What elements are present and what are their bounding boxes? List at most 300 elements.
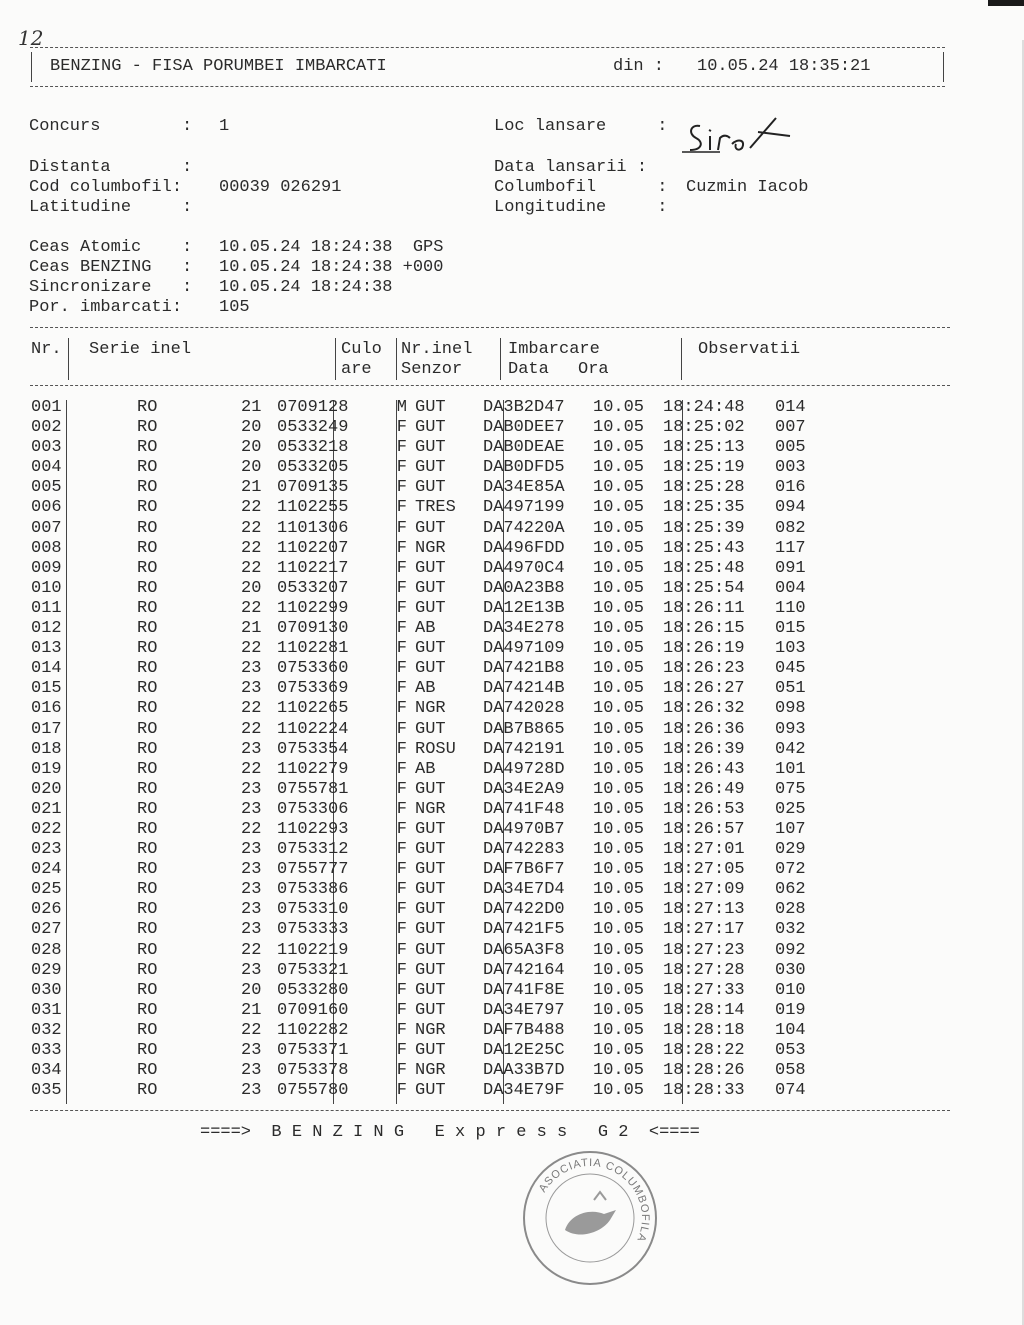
cell-obs: 014 bbox=[775, 398, 806, 417]
cell-sensor: DA741F48 bbox=[483, 799, 565, 819]
cell-color: NGR bbox=[415, 699, 446, 719]
cell-country: RO bbox=[137, 1041, 158, 1060]
cell-date: 10.05 bbox=[593, 960, 645, 980]
cell-obs: 091 bbox=[775, 558, 806, 578]
cell-year: 20 bbox=[241, 438, 262, 458]
cell-country: RO bbox=[137, 639, 158, 659]
cell-obs: 051 bbox=[775, 679, 806, 699]
col-sep-nr-head bbox=[68, 338, 69, 380]
cell-color: GUT bbox=[415, 418, 446, 438]
cell-ring: 1102281 bbox=[277, 639, 349, 659]
cell-obs: 117 bbox=[775, 538, 806, 558]
table-row bbox=[31, 398, 806, 418]
association-stamp bbox=[520, 1148, 660, 1288]
cell-sensor: DA7421F5 bbox=[483, 920, 565, 940]
cell-year: 21 bbox=[241, 1000, 262, 1020]
cell-nr: 009 bbox=[31, 558, 62, 578]
cell-obs: 075 bbox=[775, 779, 806, 799]
stamp-text: ASOCIATIA COLUMBOFILA bbox=[536, 1156, 652, 1244]
cell-ring: 0533207 bbox=[277, 578, 349, 598]
cell-year: 23 bbox=[241, 1081, 262, 1101]
cell-sensor: DA74220A bbox=[483, 518, 565, 538]
cell-ring: 0755781 bbox=[277, 779, 349, 799]
cell-date: 10.05 bbox=[593, 779, 645, 799]
cell-time: 18:25:28 bbox=[663, 478, 745, 498]
cell-sensor: DA0A23B8 bbox=[483, 578, 565, 598]
cell-year: 22 bbox=[241, 759, 262, 779]
cell-time: 18:26:32 bbox=[663, 699, 745, 719]
cell-color: NGR bbox=[415, 799, 446, 819]
cell-nr: 030 bbox=[31, 980, 62, 1000]
cell-ring: 0709135 bbox=[277, 478, 349, 498]
cell-sensor: DA741F8E bbox=[483, 980, 565, 1000]
cell-time: 18:25:13 bbox=[663, 438, 745, 458]
col-header-observatii: Observatii bbox=[698, 340, 801, 359]
cell-obs: 072 bbox=[775, 860, 806, 880]
cell-time: 18:25:35 bbox=[663, 498, 745, 518]
cell-country: RO bbox=[137, 679, 158, 699]
cell-time: 18:28:18 bbox=[663, 1020, 745, 1040]
cell-time: 18:27:13 bbox=[663, 900, 745, 920]
cell-year: 22 bbox=[241, 940, 262, 960]
cell-color: NGR bbox=[415, 538, 446, 558]
cell-ring: 0753310 bbox=[277, 900, 349, 920]
cell-year: 23 bbox=[241, 920, 262, 940]
cell-sex: F bbox=[396, 880, 407, 900]
col-header-senzor: Senzor bbox=[401, 360, 463, 379]
cell-nr: 006 bbox=[31, 498, 62, 518]
cell-sensor: DA742028 bbox=[483, 699, 565, 719]
footer-banner: ====> B E N Z I N G E x p r e s s G 2 <==== bbox=[200, 1123, 700, 1142]
cell-ring: 0753378 bbox=[277, 1061, 349, 1081]
cell-time: 18:25:02 bbox=[663, 418, 745, 438]
cell-obs: 003 bbox=[775, 458, 806, 478]
cell-nr: 007 bbox=[31, 518, 62, 538]
cell-color: GUT bbox=[415, 779, 446, 799]
cell-sensor: DA49728D bbox=[483, 759, 565, 779]
data-lansarii-label: Data lansarii : bbox=[494, 158, 648, 177]
cell-nr: 034 bbox=[31, 1061, 62, 1081]
cell-sensor: DA4970B7 bbox=[483, 819, 565, 839]
cell-ring: 1102279 bbox=[277, 759, 349, 779]
cell-country: RO bbox=[137, 699, 158, 719]
cell-date: 10.05 bbox=[593, 398, 645, 417]
cod-columbofil-label: Cod columbofil: bbox=[29, 178, 183, 197]
cell-sensor: DA496FDD bbox=[483, 538, 565, 558]
cell-nr: 012 bbox=[31, 619, 62, 639]
longitudine-label: Longitudine : bbox=[494, 198, 668, 217]
cell-ring: 0753312 bbox=[277, 840, 349, 860]
col-header-ora: Ora bbox=[578, 360, 609, 379]
cell-year: 23 bbox=[241, 739, 262, 759]
cell-color: GUT bbox=[415, 639, 446, 659]
cell-country: RO bbox=[137, 880, 158, 900]
cell-year: 22 bbox=[241, 819, 262, 839]
cell-date: 10.05 bbox=[593, 619, 645, 639]
cell-ring: 0533280 bbox=[277, 980, 349, 1000]
header-right-border bbox=[943, 52, 944, 82]
cell-obs: 101 bbox=[775, 759, 806, 779]
table-row bbox=[31, 961, 806, 981]
cell-sensor: DA742164 bbox=[483, 960, 565, 980]
cell-sex: F bbox=[396, 940, 407, 960]
cell-sex: F bbox=[396, 920, 407, 940]
cell-color: GUT bbox=[415, 558, 446, 578]
table-row bbox=[31, 860, 806, 880]
din-value: 10.05.24 18:35:21 bbox=[697, 57, 871, 76]
col-sep-senzor-head bbox=[500, 338, 501, 380]
cell-year: 22 bbox=[241, 1020, 262, 1040]
cell-date: 10.05 bbox=[593, 799, 645, 819]
cell-sensor: DA4970C4 bbox=[483, 558, 565, 578]
concurs-value: 1 bbox=[219, 117, 230, 136]
cell-obs: 058 bbox=[775, 1061, 806, 1081]
columbofil-label: Columbofil : bbox=[494, 178, 668, 197]
cell-color: GUT bbox=[415, 398, 446, 417]
table-row bbox=[31, 941, 806, 961]
cell-color: GUT bbox=[415, 1041, 446, 1060]
cell-sex: F bbox=[396, 518, 407, 538]
cell-sex: F bbox=[396, 578, 407, 598]
cell-sex: F bbox=[396, 598, 407, 618]
cell-nr: 028 bbox=[31, 940, 62, 960]
cell-ring: 1102224 bbox=[277, 719, 349, 739]
cell-year: 23 bbox=[241, 960, 262, 980]
cell-sensor: DAA33B7D bbox=[483, 1061, 565, 1081]
cell-ring: 1102282 bbox=[277, 1020, 349, 1040]
cell-nr: 016 bbox=[31, 699, 62, 719]
cell-date: 10.05 bbox=[593, 719, 645, 739]
cell-sensor: DA34E2A9 bbox=[483, 779, 565, 799]
cell-country: RO bbox=[137, 819, 158, 839]
cell-ring: 0709128 bbox=[277, 398, 349, 417]
cell-sex: F bbox=[396, 458, 407, 478]
cell-sensor: DA34E797 bbox=[483, 1000, 565, 1020]
cell-date: 10.05 bbox=[593, 578, 645, 598]
cell-sensor: DA7422D0 bbox=[483, 900, 565, 920]
cell-time: 18:26:15 bbox=[663, 619, 745, 639]
table-row bbox=[31, 458, 806, 478]
cell-sensor: DA34E7D4 bbox=[483, 880, 565, 900]
table-row bbox=[31, 679, 806, 699]
columbofil-value: Cuzmin Iacob bbox=[686, 178, 809, 197]
cell-time: 18:27:28 bbox=[663, 960, 745, 980]
cell-year: 22 bbox=[241, 699, 262, 719]
cell-obs: 082 bbox=[775, 518, 806, 538]
cell-ring: 0709130 bbox=[277, 619, 349, 639]
cell-nr: 029 bbox=[31, 960, 62, 980]
cell-date: 10.05 bbox=[593, 759, 645, 779]
cell-sensor: DA742283 bbox=[483, 840, 565, 860]
cell-nr: 013 bbox=[31, 639, 62, 659]
cell-sensor: DA74214B bbox=[483, 679, 565, 699]
cell-color: GUT bbox=[415, 478, 446, 498]
cell-obs: 010 bbox=[775, 980, 806, 1000]
cell-year: 22 bbox=[241, 538, 262, 558]
cell-obs: 110 bbox=[775, 598, 806, 618]
cell-obs: 016 bbox=[775, 478, 806, 498]
cell-sensor: DAB0DFD5 bbox=[483, 458, 565, 478]
cell-sex: F bbox=[396, 860, 407, 880]
cell-sex: F bbox=[396, 639, 407, 659]
ceas-benzing-value: 10.05.24 18:24:38 +000 bbox=[219, 258, 444, 277]
cell-nr: 008 bbox=[31, 538, 62, 558]
cell-sex: F bbox=[396, 840, 407, 860]
cell-country: RO bbox=[137, 398, 158, 417]
cell-ring: 0533205 bbox=[277, 458, 349, 478]
cell-sex: F bbox=[396, 1081, 407, 1101]
cell-ring: 0709160 bbox=[277, 1000, 349, 1020]
cell-date: 10.05 bbox=[593, 840, 645, 860]
cell-color: NGR bbox=[415, 1061, 446, 1081]
cell-time: 18:27:17 bbox=[663, 920, 745, 940]
cell-obs: 042 bbox=[775, 739, 806, 759]
pigeons-table bbox=[31, 398, 806, 1101]
loc-lansare-label: Loc lansare : bbox=[494, 117, 668, 136]
cell-ring: 0753306 bbox=[277, 799, 349, 819]
table-row bbox=[31, 478, 806, 498]
col-header-culo: Culo bbox=[341, 340, 382, 359]
col-header-nr: Nr. bbox=[31, 340, 62, 359]
pigeons-table-body bbox=[31, 398, 806, 1101]
cell-sex: F bbox=[396, 438, 407, 458]
cell-nr: 032 bbox=[31, 1020, 62, 1040]
cell-date: 10.05 bbox=[593, 900, 645, 920]
cell-ring: 1102255 bbox=[277, 498, 349, 518]
cell-nr: 002 bbox=[31, 418, 62, 438]
cell-date: 10.05 bbox=[593, 478, 645, 498]
cell-nr: 004 bbox=[31, 458, 62, 478]
cell-sex: F bbox=[396, 1000, 407, 1020]
cell-year: 21 bbox=[241, 619, 262, 639]
table-row bbox=[31, 619, 806, 639]
cell-sensor: DA497199 bbox=[483, 498, 565, 518]
cell-country: RO bbox=[137, 438, 158, 458]
cell-obs: 025 bbox=[775, 799, 806, 819]
col-sep-ora-head bbox=[681, 338, 682, 380]
table-row bbox=[31, 1021, 806, 1041]
sincronizare-label: Sincronizare : bbox=[29, 278, 193, 297]
cell-sex: F bbox=[396, 558, 407, 578]
cell-date: 10.05 bbox=[593, 860, 645, 880]
cell-year: 20 bbox=[241, 458, 262, 478]
cell-country: RO bbox=[137, 1000, 158, 1020]
cell-nr: 024 bbox=[31, 860, 62, 880]
cell-ring: 1102265 bbox=[277, 699, 349, 719]
cell-sex: F bbox=[396, 478, 407, 498]
cell-color: GUT bbox=[415, 719, 446, 739]
cell-obs: 103 bbox=[775, 639, 806, 659]
cell-time: 18:26:49 bbox=[663, 779, 745, 799]
cell-nr: 033 bbox=[31, 1041, 62, 1060]
cell-country: RO bbox=[137, 538, 158, 558]
cell-color: GUT bbox=[415, 900, 446, 920]
cell-time: 18:27:33 bbox=[663, 980, 745, 1000]
cell-ring: 1102219 bbox=[277, 940, 349, 960]
cell-color: GUT bbox=[415, 920, 446, 940]
cell-obs: 092 bbox=[775, 940, 806, 960]
cell-ring: 0533249 bbox=[277, 418, 349, 438]
cell-time: 18:26:36 bbox=[663, 719, 745, 739]
cell-time: 18:27:05 bbox=[663, 860, 745, 880]
cell-year: 22 bbox=[241, 558, 262, 578]
cell-time: 18:26:27 bbox=[663, 679, 745, 699]
table-row bbox=[31, 519, 806, 539]
cell-sensor: DA34E85A bbox=[483, 478, 565, 498]
cell-obs: 062 bbox=[775, 880, 806, 900]
cell-sex: F bbox=[396, 980, 407, 1000]
cell-date: 10.05 bbox=[593, 920, 645, 940]
cell-year: 23 bbox=[241, 1041, 262, 1060]
cell-year: 23 bbox=[241, 679, 262, 699]
cell-color: GUT bbox=[415, 518, 446, 538]
pigeon-icon bbox=[565, 1210, 616, 1235]
cell-year: 22 bbox=[241, 498, 262, 518]
cell-date: 10.05 bbox=[593, 980, 645, 1000]
cell-date: 10.05 bbox=[593, 819, 645, 839]
cell-time: 18:25:19 bbox=[663, 458, 745, 478]
cell-date: 10.05 bbox=[593, 699, 645, 719]
cell-country: RO bbox=[137, 619, 158, 639]
cell-sex: F bbox=[396, 619, 407, 639]
cell-ring: 1102293 bbox=[277, 819, 349, 839]
cell-color: GUT bbox=[415, 659, 446, 679]
cell-year: 20 bbox=[241, 418, 262, 438]
cell-sex: F bbox=[396, 1041, 407, 1060]
cell-nr: 003 bbox=[31, 438, 62, 458]
cell-ring: 0533218 bbox=[277, 438, 349, 458]
table-header-bottom-rule bbox=[30, 385, 950, 386]
cell-ring: 0753321 bbox=[277, 960, 349, 980]
cell-color: GUT bbox=[415, 458, 446, 478]
cell-country: RO bbox=[137, 920, 158, 940]
cell-time: 18:28:26 bbox=[663, 1061, 745, 1081]
header-top-rule bbox=[30, 47, 945, 48]
cell-country: RO bbox=[137, 1061, 158, 1081]
cell-sex: F bbox=[396, 1061, 407, 1081]
cell-country: RO bbox=[137, 518, 158, 538]
cell-date: 10.05 bbox=[593, 498, 645, 518]
cell-date: 10.05 bbox=[593, 558, 645, 578]
cell-time: 18:25:39 bbox=[663, 518, 745, 538]
cell-nr: 017 bbox=[31, 719, 62, 739]
cell-sensor: DA12E13B bbox=[483, 598, 565, 618]
cell-country: RO bbox=[137, 418, 158, 438]
loc-lansare-handwriting bbox=[680, 108, 800, 158]
cell-sex: F bbox=[396, 659, 407, 679]
cell-country: RO bbox=[137, 940, 158, 960]
cell-time: 18:25:54 bbox=[663, 578, 745, 598]
cell-sex: F bbox=[396, 1020, 407, 1040]
cell-nr: 014 bbox=[31, 659, 62, 679]
cell-date: 10.05 bbox=[593, 1061, 645, 1081]
cell-country: RO bbox=[137, 739, 158, 759]
table-top-rule bbox=[30, 327, 950, 328]
table-row bbox=[31, 800, 806, 820]
cell-year: 23 bbox=[241, 900, 262, 920]
cell-color: GUT bbox=[415, 980, 446, 1000]
cell-obs: 104 bbox=[775, 1020, 806, 1040]
cell-sex: F bbox=[396, 900, 407, 920]
header-left-border bbox=[31, 52, 32, 82]
cell-sensor: DA34E79F bbox=[483, 1081, 565, 1101]
table-row bbox=[31, 920, 806, 940]
cell-nr: 011 bbox=[31, 598, 62, 618]
cell-nr: 022 bbox=[31, 819, 62, 839]
table-bottom-rule bbox=[30, 1110, 950, 1111]
cell-color: GUT bbox=[415, 1000, 446, 1020]
cell-year: 23 bbox=[241, 779, 262, 799]
cell-ring: 0753369 bbox=[277, 679, 349, 699]
cell-ring: 1102207 bbox=[277, 538, 349, 558]
table-row bbox=[31, 1041, 806, 1061]
cell-nr: 019 bbox=[31, 759, 62, 779]
table-row bbox=[31, 1061, 806, 1081]
cell-ring: 0753360 bbox=[277, 659, 349, 679]
cell-sensor: DAB0DEE7 bbox=[483, 418, 565, 438]
table-row bbox=[31, 740, 806, 760]
cell-obs: 028 bbox=[775, 900, 806, 920]
cell-date: 10.05 bbox=[593, 1000, 645, 1020]
cell-obs: 015 bbox=[775, 619, 806, 639]
cell-year: 22 bbox=[241, 639, 262, 659]
cell-country: RO bbox=[137, 840, 158, 860]
cell-country: RO bbox=[137, 1081, 158, 1101]
cell-country: RO bbox=[137, 860, 158, 880]
cell-sensor: DAB0DEAE bbox=[483, 438, 565, 458]
sincronizare-value: 10.05.24 18:24:38 bbox=[219, 278, 393, 297]
cell-obs: 029 bbox=[775, 840, 806, 860]
cell-sex: F bbox=[396, 538, 407, 558]
cell-sex: F bbox=[396, 779, 407, 799]
cell-year: 22 bbox=[241, 719, 262, 739]
cell-ring: 0753354 bbox=[277, 739, 349, 759]
distanta-label: Distanta : bbox=[29, 158, 193, 177]
cell-year: 22 bbox=[241, 518, 262, 538]
cell-time: 18:28:22 bbox=[663, 1041, 745, 1060]
table-row bbox=[31, 599, 806, 619]
cell-date: 10.05 bbox=[593, 598, 645, 618]
cell-year: 23 bbox=[241, 1061, 262, 1081]
cell-sensor: DAF7B488 bbox=[483, 1020, 565, 1040]
table-row bbox=[31, 438, 806, 458]
cell-time: 18:27:23 bbox=[663, 940, 745, 960]
cell-country: RO bbox=[137, 558, 158, 578]
cell-date: 10.05 bbox=[593, 418, 645, 438]
cell-year: 20 bbox=[241, 578, 262, 598]
cell-obs: 030 bbox=[775, 960, 806, 980]
cell-date: 10.05 bbox=[593, 679, 645, 699]
cell-year: 23 bbox=[241, 880, 262, 900]
cell-sensor: DAB7B865 bbox=[483, 719, 565, 739]
cell-obs: 093 bbox=[775, 719, 806, 739]
cell-color: GUT bbox=[415, 840, 446, 860]
header-bottom-rule bbox=[30, 86, 945, 87]
col-header-serie: Serie inel bbox=[89, 340, 192, 359]
cell-obs: 005 bbox=[775, 438, 806, 458]
por-imbarcati-label: Por. imbarcati: bbox=[29, 298, 183, 317]
cell-color: NGR bbox=[415, 1020, 446, 1040]
table-row bbox=[31, 900, 806, 920]
cell-color: AB bbox=[415, 619, 436, 639]
cell-time: 18:24:48 bbox=[663, 398, 745, 417]
cell-country: RO bbox=[137, 980, 158, 1000]
table-row bbox=[31, 981, 806, 1001]
cell-year: 20 bbox=[241, 980, 262, 1000]
cell-obs: 107 bbox=[775, 819, 806, 839]
cell-date: 10.05 bbox=[593, 940, 645, 960]
cell-obs: 094 bbox=[775, 498, 806, 518]
